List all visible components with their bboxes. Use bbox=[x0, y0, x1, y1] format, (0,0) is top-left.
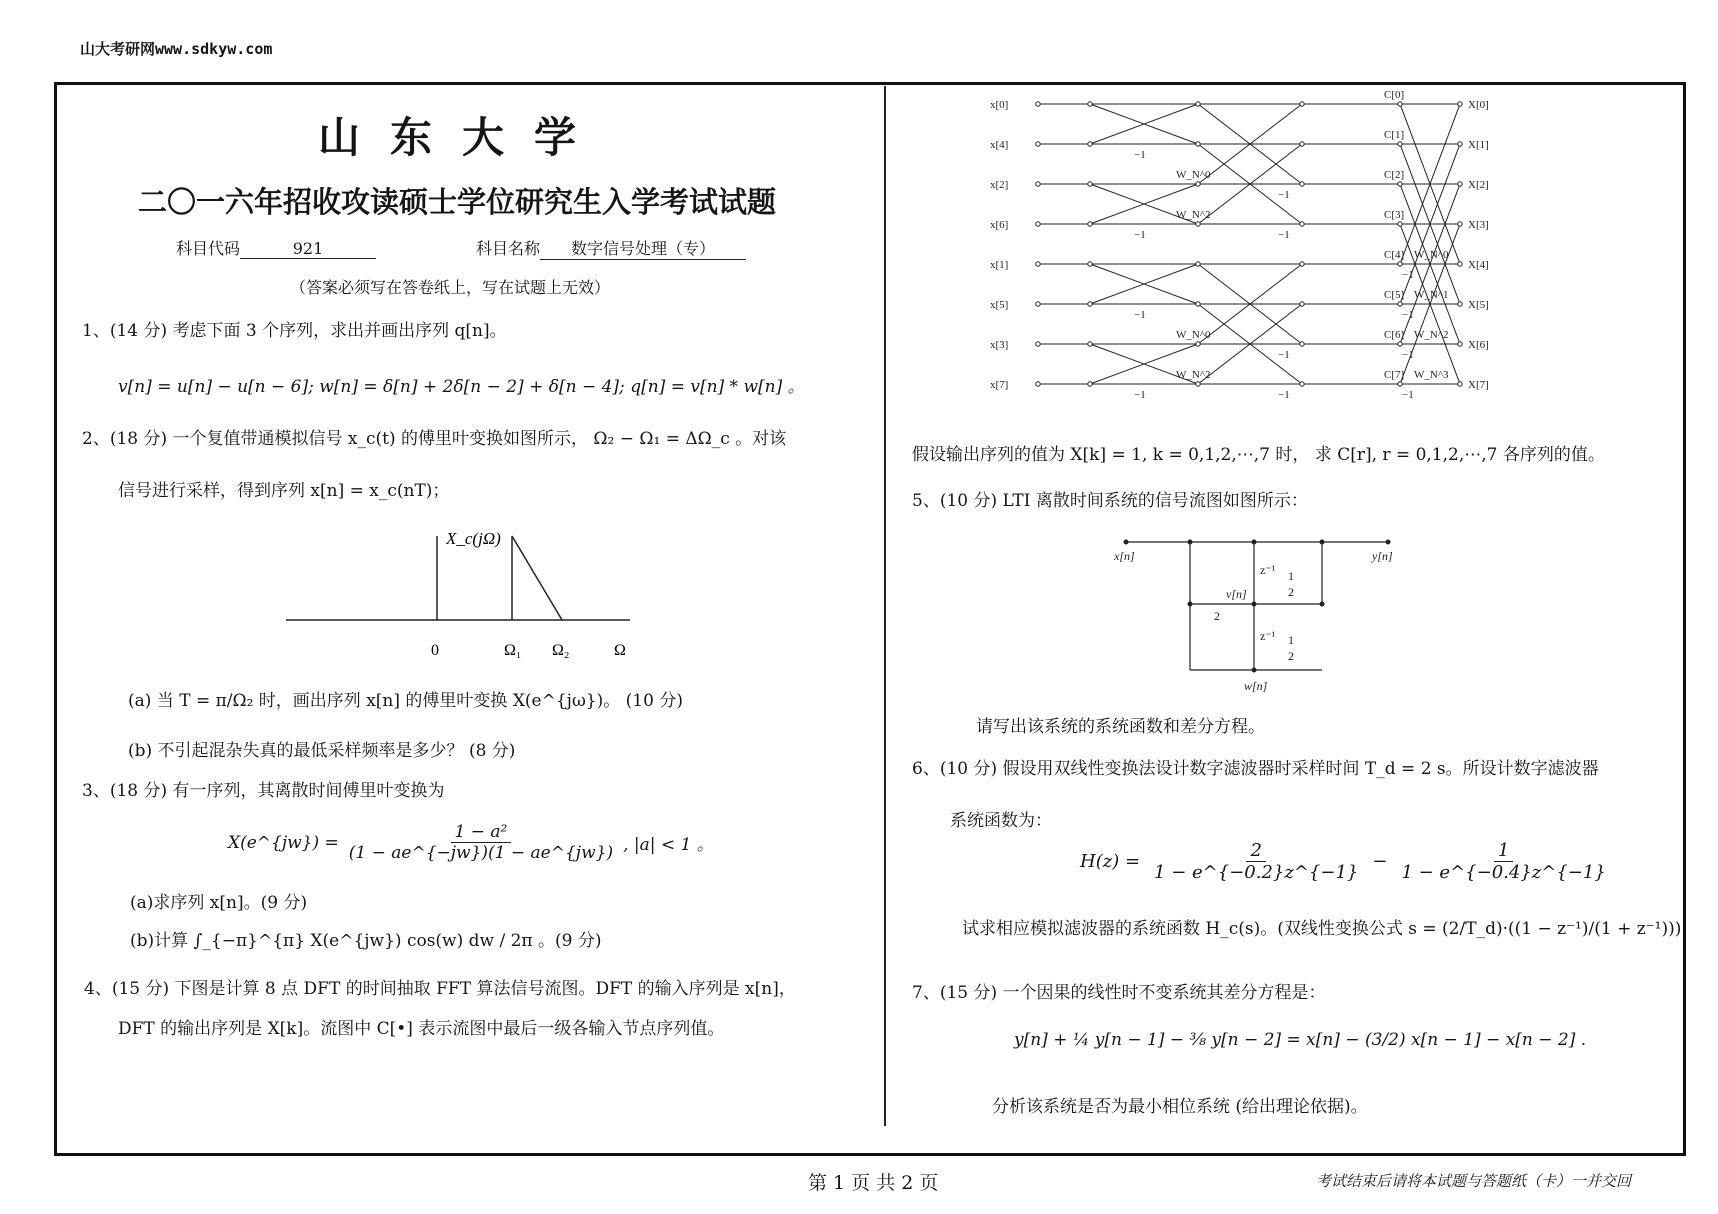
fft-minus-one-s1: −1 bbox=[1134, 229, 1146, 241]
q2-text2: 信号进行采样，得到序列 x[n] = x_c(nT)； bbox=[118, 481, 450, 501]
fft-node bbox=[1036, 262, 1040, 266]
q3-part-b: (b)计算 ∫_{−π}^{π} X(e^{jw}) cos(w) dw / 2π 。(9 分) bbox=[130, 931, 602, 951]
fft-c-label: C[5] bbox=[1384, 289, 1405, 301]
fft-c-label: C[4] bbox=[1384, 249, 1405, 261]
answer-note: （答案必须写在答卷纸上，写在试题上无效） bbox=[290, 278, 611, 297]
q6-ask: 试求相应模拟滤波器的系统函数 H_c(s)。(双线性变换公式 s = (2/T_d)·((1 − z⁻¹)/(1 + z⁻¹))) bbox=[962, 919, 1682, 939]
fft-node bbox=[1196, 142, 1200, 146]
fft-minus-one-s3: −1 bbox=[1402, 269, 1414, 281]
fft-node bbox=[1088, 262, 1092, 266]
fft-node bbox=[1458, 182, 1462, 186]
q6-term1-den: 1 − e^{−0.2}z^{−1} bbox=[1154, 862, 1359, 883]
fft-node bbox=[1398, 342, 1402, 346]
q5-vn-label: v[n] bbox=[1226, 587, 1247, 601]
university-title: 山东大学 bbox=[318, 113, 607, 162]
fft-output-label: X[4] bbox=[1468, 259, 1489, 271]
fft-minus-one-s3: −1 bbox=[1402, 309, 1414, 321]
fft-output-label: X[2] bbox=[1468, 179, 1489, 191]
fft-minus-one-s2: −1 bbox=[1278, 389, 1290, 401]
subject-name-value: 数字信号处理（专） bbox=[540, 236, 746, 260]
q2-axis-omega1: Ω₁ bbox=[504, 642, 522, 659]
subject-code-label: 科目代码 bbox=[176, 239, 241, 258]
q4-text: 4、(15 分) 下图是计算 8 点 DFT 的时间抽取 FFT 算法信号流图。DFT 的输入序列是 x[n]， bbox=[84, 979, 796, 999]
fft-twiddle-s2: W_N^0 bbox=[1176, 169, 1211, 181]
fft-twiddle-s2: W_N^2 bbox=[1176, 209, 1211, 221]
q3-part-a: (a)求序列 x[n]。(9 分) bbox=[130, 893, 308, 913]
fft-node bbox=[1088, 182, 1092, 186]
q2-axis-zero: 0 bbox=[431, 642, 439, 659]
fft-node bbox=[1088, 342, 1092, 346]
fft-twiddle-s2: W_N^0 bbox=[1176, 329, 1211, 341]
fft-c-label: C[0] bbox=[1384, 90, 1405, 101]
q5-ask: 请写出该系统的系统函数和差分方程。 bbox=[976, 717, 1265, 737]
fft-c-label: C[6] bbox=[1384, 329, 1405, 341]
fft-minus-one-s1: −1 bbox=[1134, 389, 1146, 401]
fft-node bbox=[1036, 182, 1040, 186]
q1-text: 1、(14 分) 考虑下面 3 个序列，求出并画出序列 q[n]。 bbox=[82, 321, 507, 341]
q2-part-b: (b) 不引起混杂失真的最低采样频率是多少？ (8 分) bbox=[128, 741, 516, 761]
q3-fraction bbox=[345, 822, 617, 863]
fft-node bbox=[1196, 222, 1200, 226]
q1-formula: v[n] = u[n] − u[n − 6]; w[n] = δ[n] + 2δ[n − 2] + δ[n − 4]; q[n] = v[n] * w[n] 。 bbox=[118, 377, 805, 397]
column-divider bbox=[884, 86, 886, 1126]
fft-c-label: C[3] bbox=[1384, 209, 1405, 221]
q7-text: 7、(15 分) 一个因果的线性时不变系统其差分方程是： bbox=[912, 983, 1326, 1003]
fft-node bbox=[1398, 182, 1402, 186]
fft-node bbox=[1458, 142, 1462, 146]
fft-input-label: x[1] bbox=[990, 259, 1009, 271]
fft-flow-graph bbox=[990, 90, 1550, 430]
fft-c-label: C[2] bbox=[1384, 169, 1405, 181]
fft-node bbox=[1088, 102, 1092, 106]
fft-node bbox=[1398, 382, 1402, 386]
fft-minus-one-s1: −1 bbox=[1134, 309, 1146, 321]
fft-node bbox=[1196, 382, 1200, 386]
exam-title: 二〇一六年招收攻读硕士学位研究生入学考试试题 bbox=[138, 185, 777, 219]
fft-input-label: x[6] bbox=[990, 219, 1009, 231]
q5-wn-label: w[n] bbox=[1244, 679, 1268, 693]
subject-name-row bbox=[476, 236, 746, 260]
fft-node bbox=[1398, 222, 1402, 226]
fft-node bbox=[1398, 262, 1402, 266]
q5-half-lower-den: 2 bbox=[1288, 649, 1294, 663]
fft-c-label: C[1] bbox=[1384, 129, 1405, 141]
fft-node bbox=[1458, 102, 1462, 106]
q5-text: 5、(10 分) LTI 离散时间系统的信号流图如图所示： bbox=[912, 491, 1308, 511]
fft-minus-one-s3: −1 bbox=[1402, 389, 1414, 401]
fft-minus-one-s2: −1 bbox=[1278, 349, 1290, 361]
fft-node bbox=[1398, 142, 1402, 146]
q3-text: 3、(18 分) 有一序列，其离散时间傅里叶变换为 bbox=[82, 781, 445, 801]
fft-input-label: x[5] bbox=[990, 299, 1009, 311]
q4-text2: DFT 的输出序列是 X[k]。流图中 C[•] 表示流图中最后一级各输入节点序列值。 bbox=[118, 1019, 725, 1039]
fft-minus-one-s3: −1 bbox=[1402, 349, 1414, 361]
q5-zinv-upper: z⁻¹ bbox=[1260, 563, 1276, 577]
q5-half-upper-den: 2 bbox=[1288, 585, 1294, 599]
fft-node bbox=[1036, 302, 1040, 306]
fft-node bbox=[1196, 342, 1200, 346]
q5-xn-label: x[n] bbox=[1114, 549, 1135, 563]
q2-spectrum-figure bbox=[270, 520, 650, 670]
q3-numerator: 1 − a² bbox=[451, 822, 512, 843]
fft-node bbox=[1036, 222, 1040, 226]
q3-denominator: (1 − ae^{−jw})(1 − ae^{jw}) bbox=[348, 843, 614, 863]
q5-half-upper-num: 1 bbox=[1288, 569, 1294, 583]
q5-half-lower-num: 1 bbox=[1288, 633, 1294, 647]
subject-code-row bbox=[176, 236, 376, 259]
q6-formula bbox=[1080, 840, 1610, 883]
fft-node bbox=[1458, 262, 1462, 266]
q2-part-a: (a) 当 T = π/Ω₂ 时，画出序列 x[n] 的傅里叶变换 X(e^{jω})。 (10 分) bbox=[128, 691, 683, 711]
fft-twiddle-s2: W_N^2 bbox=[1176, 369, 1211, 381]
footer-note: 考试结束后请将本试题与答题纸（卡）一并交回 bbox=[1316, 1172, 1632, 1190]
fft-input-label: x[0] bbox=[990, 99, 1009, 111]
fft-output-label: X[6] bbox=[1468, 339, 1489, 351]
fft-node bbox=[1458, 342, 1462, 346]
fft-node bbox=[1300, 262, 1304, 266]
q6-lhs: H(z) = bbox=[1080, 851, 1141, 872]
fft-output-label: X[1] bbox=[1468, 139, 1489, 151]
fft-node bbox=[1458, 302, 1462, 306]
fft-node bbox=[1036, 142, 1040, 146]
q5-flow-graph bbox=[1110, 530, 1410, 700]
q2-xc-label: X_c(jΩ) bbox=[446, 529, 501, 548]
fft-node bbox=[1458, 222, 1462, 226]
fft-node bbox=[1300, 342, 1304, 346]
q6-text: 6、(10 分) 假设用双线性变换法设计数字滤波器时采样时间 T_d = 2 s。所设计数字滤波器 bbox=[912, 759, 1599, 779]
fft-output-label: X[5] bbox=[1468, 299, 1489, 311]
q6-term1-num: 2 bbox=[1246, 840, 1265, 862]
fft-node bbox=[1196, 102, 1200, 106]
q6-term2-num: 1 bbox=[1494, 840, 1513, 862]
fft-twiddle-s3: W_N^2 bbox=[1414, 329, 1449, 341]
q6-term2-den: 1 − e^{−0.4}z^{−1} bbox=[1401, 862, 1606, 883]
subject-code-value: 921 bbox=[240, 239, 376, 259]
fft-input-label: x[7] bbox=[990, 379, 1009, 391]
fft-node bbox=[1300, 142, 1304, 146]
fft-c-label: C[7] bbox=[1384, 369, 1405, 381]
q7-ask: 分析该系统是否为最小相位系统 (给出理论依据)。 bbox=[992, 1097, 1368, 1117]
fft-input-label: x[4] bbox=[990, 139, 1009, 151]
fft-node bbox=[1036, 382, 1040, 386]
fft-twiddle-s3: W_N^1 bbox=[1414, 289, 1449, 301]
fft-node bbox=[1036, 342, 1040, 346]
fft-node bbox=[1196, 302, 1200, 306]
fft-node bbox=[1088, 382, 1092, 386]
fft-output-label: X[7] bbox=[1468, 379, 1489, 391]
fft-node bbox=[1036, 102, 1040, 106]
fft-node bbox=[1300, 182, 1304, 186]
fft-minus-one-s2: −1 bbox=[1278, 229, 1290, 241]
fft-node bbox=[1300, 382, 1304, 386]
fft-node bbox=[1398, 302, 1402, 306]
fft-twiddle-s3: W_N^0 bbox=[1414, 249, 1449, 261]
q5-zinv-lower: z⁻¹ bbox=[1260, 629, 1276, 643]
q2-text: 2、(18 分) 一个复值带通模拟信号 x_c(t) 的傅里叶变换如图所示， Ω₂ − Ω₁ = ΔΩ_c 。对该 bbox=[82, 429, 787, 449]
fft-node bbox=[1196, 182, 1200, 186]
q6-term2 bbox=[1397, 840, 1609, 883]
fft-minus-one-s2: −1 bbox=[1278, 189, 1290, 201]
fft-node bbox=[1300, 102, 1304, 106]
fft-input-label: x[2] bbox=[990, 179, 1009, 191]
subject-name-label: 科目名称 bbox=[476, 239, 541, 258]
q5-gain-two: 2 bbox=[1214, 609, 1220, 623]
q3-condition: , |a| < 1 。 bbox=[623, 835, 714, 855]
q5-yn-label: y[n] bbox=[1372, 549, 1393, 563]
fft-node bbox=[1458, 382, 1462, 386]
q3-formula bbox=[228, 822, 714, 863]
q6-minus: − bbox=[1372, 851, 1388, 872]
q2-axis-omega: Ω bbox=[614, 642, 626, 659]
q6-term1 bbox=[1150, 840, 1362, 883]
q2-axis-omega2: Ω₂ bbox=[552, 642, 570, 659]
q4-assume: 假设输出序列的值为 X[k] = 1, k = 0,1,2,⋯,7 时， 求 C[r], r = 0,1,2,⋯,7 各序列的值。 bbox=[912, 445, 1605, 465]
q7-equation: y[n] + ¼ y[n − 1] − ⅜ y[n − 2] = x[n] − (3/2) x[n − 1] − x[n − 2] . bbox=[1014, 1030, 1587, 1050]
fft-node bbox=[1300, 222, 1304, 226]
fft-node bbox=[1398, 102, 1402, 106]
fft-node bbox=[1300, 302, 1304, 306]
q6-text2: 系统函数为： bbox=[950, 811, 1052, 831]
fft-node bbox=[1088, 302, 1092, 306]
fft-input-label: x[3] bbox=[990, 339, 1009, 351]
fft-twiddle-s3: W_N^3 bbox=[1414, 369, 1449, 381]
site-watermark: 山大考研网www.sdkyw.com bbox=[80, 40, 273, 58]
fft-output-label: X[3] bbox=[1468, 219, 1489, 231]
fft-output-label: X[0] bbox=[1468, 99, 1489, 111]
fft-node bbox=[1088, 142, 1092, 146]
q3-lhs: X(e^{jw}) = bbox=[228, 832, 339, 853]
page-number: 第 1 页 共 2 页 bbox=[808, 1172, 939, 1194]
fft-minus-one-s1: −1 bbox=[1134, 149, 1146, 161]
fft-node bbox=[1088, 222, 1092, 226]
fft-node bbox=[1196, 262, 1200, 266]
